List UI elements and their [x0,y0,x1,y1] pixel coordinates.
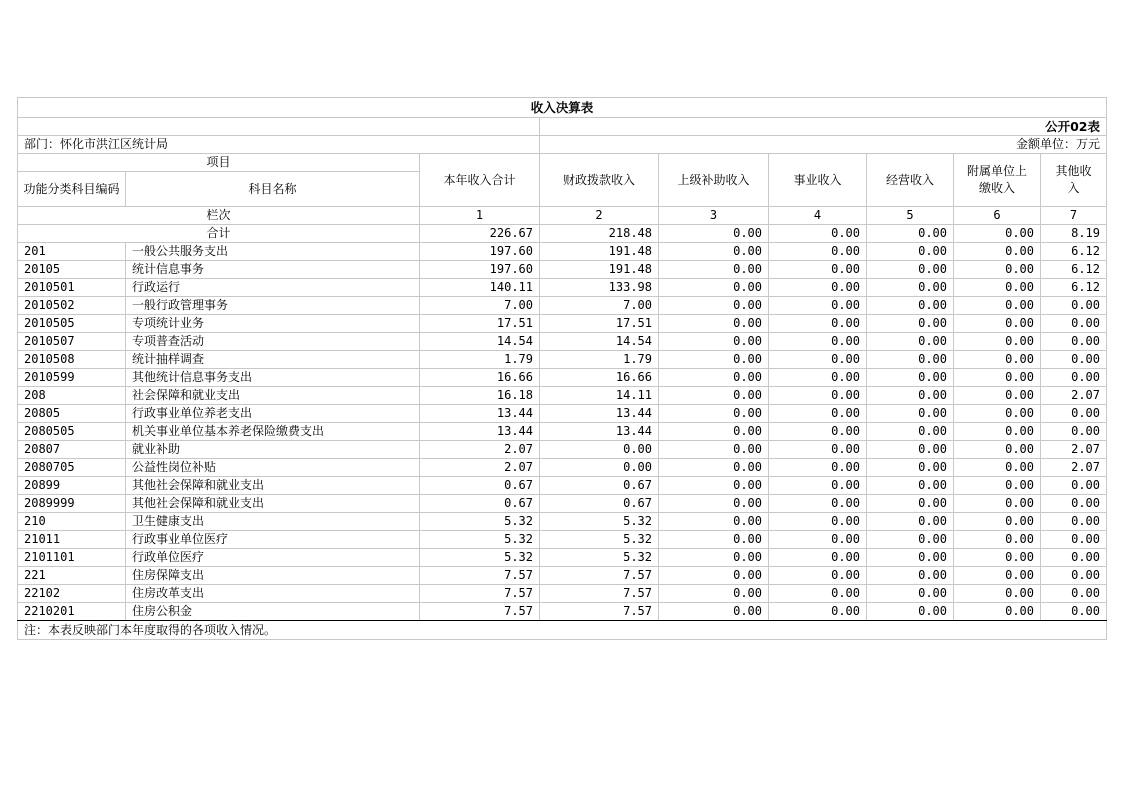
row-value: 0.67 [420,495,540,513]
index-number: 4 [769,207,867,225]
row-value: 0.00 [1041,567,1107,585]
row-value: 0.00 [769,459,867,477]
row-value: 0.00 [769,585,867,603]
table-row [18,441,1107,459]
table-row [18,387,1107,405]
total-value: 0.00 [867,225,954,243]
row-value: 0.00 [867,477,954,495]
row-value: 0.00 [867,369,954,387]
row-value: 0.00 [659,441,769,459]
row-value: 0.00 [867,549,954,567]
row-code: 22102 [18,585,126,603]
total-value: 218.48 [540,225,659,243]
row-value: 14.54 [420,333,540,351]
row-code: 2210201 [18,603,126,621]
total-value: 8.19 [1041,225,1107,243]
row-value: 2.07 [1041,441,1107,459]
row-subject-name: 专项统计业务 [126,315,420,333]
row-value: 7.57 [420,603,540,621]
index-number: 1 [420,207,540,225]
row-value: 0.00 [867,243,954,261]
unit-label: 金额单位：万元 [540,136,1107,154]
row-value: 0.00 [867,315,954,333]
row-value: 0.00 [540,459,659,477]
row-subject-name: 一般行政管理事务 [126,297,420,315]
row-value: 0.00 [769,567,867,585]
total-label: 合计 [18,225,420,243]
row-subject-name: 统计抽样调查 [126,351,420,369]
row-value: 0.00 [769,423,867,441]
table-row [18,279,1107,297]
row-value: 0.00 [867,423,954,441]
row-value: 0.00 [954,495,1041,513]
row-subject-name: 统计信息事务 [126,261,420,279]
row-value: 0.00 [659,513,769,531]
row-value: 0.00 [659,333,769,351]
row-value: 0.00 [659,459,769,477]
row-value: 0.00 [954,567,1041,585]
table-row [18,585,1107,603]
index-number: 7 [1041,207,1107,225]
row-value: 0.00 [867,333,954,351]
row-code: 2010501 [18,279,126,297]
row-value: 6.12 [1041,279,1107,297]
table-row [18,549,1107,567]
row-value: 13.44 [540,405,659,423]
row-value: 0.00 [1041,369,1107,387]
table-row [18,333,1107,351]
row-value: 0.00 [1041,531,1107,549]
row-code: 20807 [18,441,126,459]
row-value: 0.00 [659,585,769,603]
row-value: 16.18 [420,387,540,405]
header-col-4: 事业收入 [769,154,867,207]
row-code: 208 [18,387,126,405]
row-value: 0.00 [659,495,769,513]
row-value: 0.00 [659,351,769,369]
row-subject-name: 一般公共服务支出 [126,243,420,261]
row-value: 5.32 [540,531,659,549]
row-value: 0.00 [954,387,1041,405]
row-value: 13.44 [540,423,659,441]
row-value: 7.00 [420,297,540,315]
row-value: 133.98 [540,279,659,297]
index-label: 栏次 [18,207,420,225]
table-row [18,243,1107,261]
row-value: 0.00 [954,315,1041,333]
row-value: 0.00 [659,603,769,621]
total-value: 0.00 [954,225,1041,243]
row-value: 0.00 [1041,423,1107,441]
row-value: 0.00 [659,279,769,297]
row-value: 7.57 [540,585,659,603]
row-code: 201 [18,243,126,261]
row-value: 0.00 [769,441,867,459]
row-value: 0.67 [540,477,659,495]
row-value: 0.00 [659,405,769,423]
row-code: 2080505 [18,423,126,441]
header-func-code: 功能分类科目编码 [18,172,126,207]
row-subject-name: 其他统计信息事务支出 [126,369,420,387]
row-subject-name: 卫生健康支出 [126,513,420,531]
row-code: 2010505 [18,315,126,333]
row-value: 17.51 [420,315,540,333]
row-value: 0.00 [1041,315,1107,333]
row-value: 13.44 [420,423,540,441]
index-number: 6 [954,207,1041,225]
row-value: 13.44 [420,405,540,423]
table-row [18,513,1107,531]
row-value: 5.32 [540,549,659,567]
row-code: 2089999 [18,495,126,513]
row-subject-name: 住房改革支出 [126,585,420,603]
row-value: 0.00 [954,549,1041,567]
row-value: 17.51 [540,315,659,333]
row-value: 0.00 [954,603,1041,621]
row-value: 2.07 [420,441,540,459]
row-code: 2080705 [18,459,126,477]
header-col-5: 经营收入 [867,154,954,207]
row-value: 0.00 [867,279,954,297]
row-subject-name: 专项普查活动 [126,333,420,351]
row-value: 0.00 [1041,513,1107,531]
row-subject-name: 公益性岗位补贴 [126,459,420,477]
row-subject-name: 行政单位医疗 [126,549,420,567]
table-row [18,297,1107,315]
row-value: 6.12 [1041,261,1107,279]
header-col-7: 其他收入 [1041,154,1107,207]
row-value: 0.00 [659,315,769,333]
row-value: 0.00 [954,351,1041,369]
row-value: 16.66 [420,369,540,387]
row-value: 0.00 [769,315,867,333]
row-value: 6.12 [1041,243,1107,261]
table-row [18,567,1107,585]
row-value: 0.00 [954,261,1041,279]
row-subject-name: 机关事业单位基本养老保险缴费支出 [126,423,420,441]
table-row [18,351,1107,369]
row-value: 0.00 [659,387,769,405]
row-value: 0.00 [867,387,954,405]
row-value: 0.00 [954,459,1041,477]
row-code: 2010507 [18,333,126,351]
row-value: 0.00 [954,279,1041,297]
row-value: 0.67 [420,477,540,495]
row-value: 0.00 [769,351,867,369]
row-value: 0.00 [867,513,954,531]
row-value: 0.00 [659,531,769,549]
income-table [17,97,1107,640]
row-value: 2.07 [1041,387,1107,405]
row-value: 0.00 [1041,477,1107,495]
row-value: 0.00 [769,243,867,261]
row-value: 0.00 [867,531,954,549]
row-value: 0.00 [769,477,867,495]
row-value: 0.00 [769,333,867,351]
row-code: 2010599 [18,369,126,387]
table-title: 收入决算表 [18,98,1107,118]
header-item: 项目 [18,154,420,172]
row-value: 0.00 [769,279,867,297]
income-statement-sheet [17,97,1106,640]
row-value: 0.00 [769,405,867,423]
row-value: 0.00 [867,261,954,279]
row-code: 2101101 [18,549,126,567]
total-value: 0.00 [659,225,769,243]
row-code: 2010502 [18,297,126,315]
row-value: 0.00 [867,585,954,603]
row-subject-name: 就业补助 [126,441,420,459]
row-code: 20105 [18,261,126,279]
row-value: 197.60 [420,261,540,279]
department-label: 部门：怀化市洪江区统计局 [18,136,540,154]
table-row [18,495,1107,513]
row-value: 0.00 [1041,405,1107,423]
row-value: 0.00 [1041,495,1107,513]
row-value: 14.11 [540,387,659,405]
index-number: 5 [867,207,954,225]
table-row [18,315,1107,333]
row-value: 0.00 [1041,549,1107,567]
row-value: 191.48 [540,261,659,279]
row-value: 1.79 [420,351,540,369]
row-value: 0.00 [659,243,769,261]
row-value: 0.00 [769,513,867,531]
table-row [18,423,1107,441]
table-note: 注：本表反映部门本年度取得的各项收入情况。 [18,621,1107,640]
row-code: 210 [18,513,126,531]
row-value: 0.00 [769,603,867,621]
row-value: 0.00 [954,477,1041,495]
row-subject-name: 住房保障支出 [126,567,420,585]
row-value: 0.00 [954,333,1041,351]
row-value: 0.00 [769,261,867,279]
row-subject-name: 行政事业单位医疗 [126,531,420,549]
header-col-3: 上级补助收入 [659,154,769,207]
row-code: 20899 [18,477,126,495]
row-value: 0.00 [954,297,1041,315]
row-value: 197.60 [420,243,540,261]
row-value: 5.32 [420,549,540,567]
row-value: 5.32 [420,513,540,531]
total-value: 0.00 [769,225,867,243]
row-code: 221 [18,567,126,585]
row-value: 2.07 [1041,459,1107,477]
row-code: 2010508 [18,351,126,369]
row-value: 7.00 [540,297,659,315]
row-value: 0.00 [867,405,954,423]
row-value: 0.00 [867,441,954,459]
row-value: 0.00 [1041,585,1107,603]
header-col-1: 本年收入合计 [420,154,540,207]
row-value: 0.00 [1041,297,1107,315]
row-value: 5.32 [540,513,659,531]
header-subject-name: 科目名称 [126,172,420,207]
row-value: 0.00 [867,351,954,369]
row-value: 0.00 [1041,351,1107,369]
row-value: 0.00 [769,387,867,405]
row-value: 0.00 [954,423,1041,441]
row-subject-name: 其他社会保障和就业支出 [126,477,420,495]
row-value: 0.00 [540,441,659,459]
row-value: 0.00 [1041,333,1107,351]
row-value: 0.00 [659,261,769,279]
row-value: 0.00 [769,297,867,315]
table-row [18,603,1107,621]
row-value: 0.00 [659,567,769,585]
table-row [18,405,1107,423]
row-value: 7.57 [420,567,540,585]
row-value: 0.00 [867,459,954,477]
row-subject-name: 社会保障和就业支出 [126,387,420,405]
row-value: 0.00 [867,567,954,585]
row-value: 5.32 [420,531,540,549]
row-value: 7.57 [540,603,659,621]
row-value: 0.00 [867,495,954,513]
row-value: 191.48 [540,243,659,261]
row-value: 0.67 [540,495,659,513]
row-subject-name: 行政事业单位养老支出 [126,405,420,423]
row-value: 7.57 [420,585,540,603]
table-row [18,369,1107,387]
row-value: 0.00 [867,297,954,315]
row-value: 0.00 [954,369,1041,387]
row-value: 14.54 [540,333,659,351]
row-value: 0.00 [659,477,769,495]
table-row [18,459,1107,477]
header-col-6: 附属单位上缴收入 [954,154,1041,207]
row-value: 0.00 [1041,603,1107,621]
row-code: 21011 [18,531,126,549]
table-row [18,477,1107,495]
row-value: 0.00 [769,495,867,513]
row-value: 0.00 [659,369,769,387]
row-value: 0.00 [954,441,1041,459]
total-row [18,225,1107,243]
row-value: 1.79 [540,351,659,369]
table-row [18,531,1107,549]
row-value: 140.11 [420,279,540,297]
row-value: 0.00 [769,369,867,387]
table-code: 公开02表 [540,118,1107,136]
row-code: 20805 [18,405,126,423]
row-value: 0.00 [769,549,867,567]
row-value: 0.00 [954,531,1041,549]
index-number: 3 [659,207,769,225]
row-value: 0.00 [659,297,769,315]
row-value: 0.00 [769,531,867,549]
row-value: 7.57 [540,567,659,585]
row-value: 0.00 [954,513,1041,531]
row-value: 0.00 [659,549,769,567]
row-value: 0.00 [867,603,954,621]
row-subject-name: 行政运行 [126,279,420,297]
total-value: 226.67 [420,225,540,243]
row-subject-name: 住房公积金 [126,603,420,621]
row-value: 0.00 [954,585,1041,603]
table-row [18,261,1107,279]
index-number: 2 [540,207,659,225]
row-value: 2.07 [420,459,540,477]
header-col-2: 财政拨款收入 [540,154,659,207]
row-subject-name: 其他社会保障和就业支出 [126,495,420,513]
row-value: 0.00 [954,405,1041,423]
row-value: 0.00 [954,243,1041,261]
row-value: 0.00 [659,423,769,441]
row-value: 16.66 [540,369,659,387]
